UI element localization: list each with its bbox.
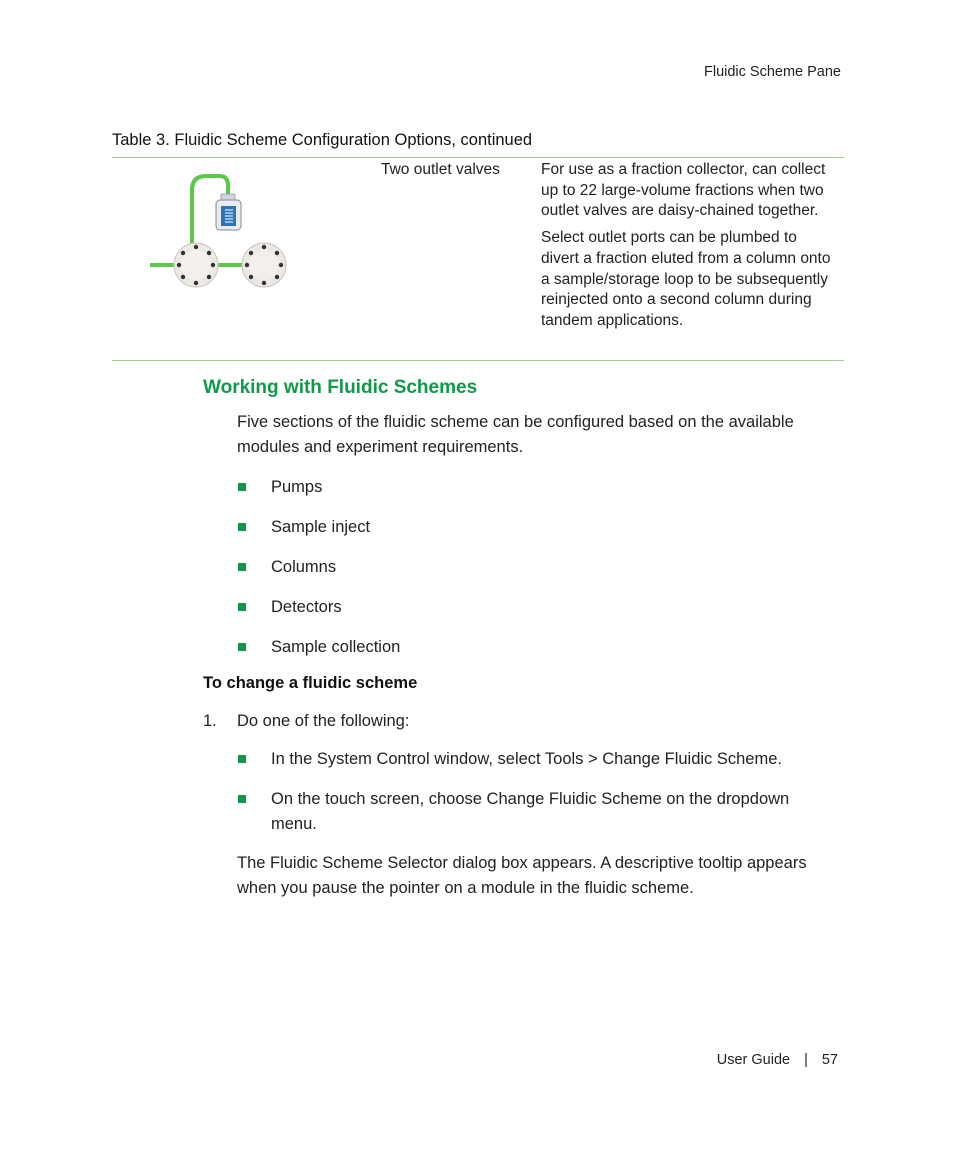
list-item (237, 787, 827, 837)
option-name: Two outlet valves (381, 161, 500, 178)
bullet-square-icon (238, 755, 246, 763)
outlet-valve-icon (174, 243, 218, 287)
bottle-icon (216, 194, 241, 230)
list-item-label: Sample inject (271, 518, 371, 536)
list-item (237, 475, 400, 515)
list-item-label: In the System Control window, select Tools > Change Fluidic Scheme. (271, 750, 782, 768)
list-item (237, 595, 400, 635)
table-top-rule (112, 157, 844, 158)
step-options-list (237, 747, 827, 852)
bullet-square-icon (238, 523, 246, 531)
list-item (237, 635, 400, 675)
list-item-label: On the touch screen, choose Change Fluidic Scheme on the dropdown menu. (271, 790, 790, 833)
option-description (541, 160, 831, 338)
option-description-paragraph: For use as a fraction collector, can collect up to 22 large-volume fractions when two outlet valves are daisy-chained together. (541, 161, 826, 220)
bullet-square-icon (238, 483, 246, 491)
list-item (237, 555, 400, 595)
running-header: Fluidic Scheme Pane (703, 64, 841, 80)
footer-label: User Guide (716, 1052, 791, 1068)
list-item (237, 747, 827, 772)
configurable-sections-list (237, 475, 400, 675)
bullet-square-icon (238, 603, 246, 611)
procedure-heading: To change a fluidic scheme (203, 674, 418, 692)
step-result: The Fluidic Scheme Selector dialog box appears. A descriptive tooltip appears when you pause the pointer on a module in the fluidic scheme. (237, 854, 807, 897)
option-description-paragraph: Select outlet ports can be plumbed to divert a fraction eluted from a column onto a sample/storage loop to be subsequently reinjected onto a second column during tandem applications. (541, 229, 831, 329)
section-heading: Working with Fluidic Schemes (203, 377, 478, 398)
step-text: Do one of the following: (237, 712, 410, 730)
bullet-square-icon (238, 795, 246, 803)
list-item-label: Sample collection (271, 638, 401, 656)
page-number: 57 (821, 1052, 838, 1068)
outlet-valve-icon (242, 243, 286, 287)
step-number: 1. (203, 712, 217, 730)
bullet-square-icon (238, 563, 246, 571)
list-item-label: Columns (271, 558, 337, 576)
list-item-label: Pumps (271, 478, 323, 496)
table-caption: Table 3. Fluidic Scheme Configuration Options, continued (112, 131, 533, 149)
section-intro: Five sections of the fluidic scheme can be configured based on the available modules and experiment requirements. (237, 413, 794, 456)
list-item-label: Detectors (271, 598, 342, 616)
bullet-square-icon (238, 643, 246, 651)
two-outlet-valves-figure (148, 168, 298, 298)
list-item (237, 515, 400, 555)
page-footer (717, 1052, 838, 1068)
table-bottom-rule (112, 360, 844, 361)
footer-separator: | (804, 1052, 808, 1068)
